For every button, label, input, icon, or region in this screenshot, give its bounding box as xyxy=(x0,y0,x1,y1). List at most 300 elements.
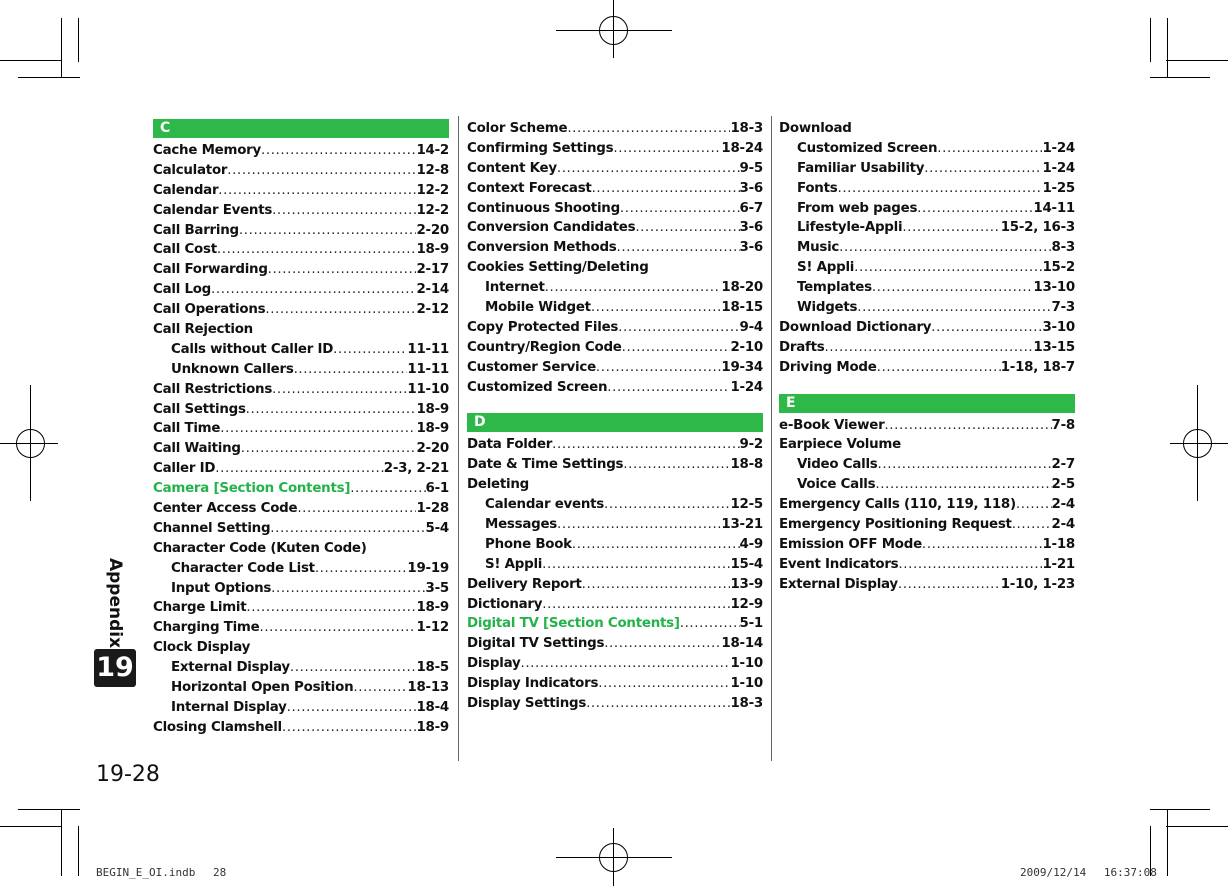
index-entry xyxy=(153,499,449,519)
entry-term: Drafts xyxy=(779,339,825,355)
entry-term: Fonts xyxy=(797,180,838,196)
index-entry xyxy=(467,455,763,475)
entry-term: Customized Screen xyxy=(467,379,608,395)
index-subentry xyxy=(779,179,1075,199)
entry-term: Driving Mode xyxy=(779,359,877,375)
entry-term: External Display xyxy=(171,660,290,676)
entry-page-ref: 18-9 xyxy=(416,421,449,437)
dot-leader xyxy=(618,318,739,338)
entry-term: Character Code (Kuten Code) xyxy=(153,540,367,556)
index-entry xyxy=(779,495,1075,515)
entry-page-ref: 1-10 xyxy=(730,676,763,692)
entry-page-ref: 1-12 xyxy=(416,620,449,636)
index-entry xyxy=(153,240,449,260)
entry-page-ref: 7-3 xyxy=(1051,300,1075,315)
index-entry xyxy=(467,358,763,378)
entry-term: Call Cost xyxy=(153,242,217,258)
index-entry xyxy=(779,535,1075,555)
entry-term: Familiar Usability xyxy=(797,160,925,176)
dot-leader xyxy=(898,555,1042,575)
entry-page-ref: 18-9 xyxy=(416,600,449,616)
entry-page-ref: 5-1 xyxy=(739,616,763,632)
crop-mark xyxy=(78,826,79,876)
entry-page-ref: 7-8 xyxy=(1051,417,1075,433)
entry-page-ref: 9-4 xyxy=(739,319,763,335)
index-entry xyxy=(153,380,449,400)
entry-term: Mobile Widget xyxy=(485,300,591,315)
dot-leader xyxy=(857,298,1051,318)
dot-leader xyxy=(246,400,417,420)
entry-term: Display Settings xyxy=(467,696,587,712)
entry-term: Emission OFF Mode xyxy=(779,536,922,552)
dot-leader xyxy=(591,298,722,318)
dot-leader xyxy=(898,575,1001,595)
footer-file: BEGIN_E_OI.indb 28 xyxy=(96,866,227,879)
dot-leader xyxy=(680,614,740,634)
entry-term: Widgets xyxy=(797,300,858,315)
dot-leader xyxy=(635,218,739,238)
entry-term: Display xyxy=(467,656,521,672)
index-link-entry[interactable] xyxy=(153,479,449,499)
dot-leader xyxy=(557,515,721,535)
registration-target xyxy=(1183,429,1212,458)
index-entry xyxy=(153,260,449,280)
entry-term: Camera [Section Contents] xyxy=(153,481,351,497)
dot-leader xyxy=(854,258,1042,278)
entry-page-ref: 2-20 xyxy=(416,441,449,457)
entry-term: Phone Book xyxy=(485,536,572,552)
entry-page-ref: 6-1 xyxy=(425,481,449,497)
index-entry xyxy=(153,201,449,221)
index-entry xyxy=(153,459,449,479)
index-subentry xyxy=(779,455,1075,475)
dot-leader xyxy=(872,278,1034,298)
index-entry xyxy=(153,300,449,320)
entry-page-ref: 2-14 xyxy=(416,282,449,298)
dot-leader xyxy=(272,201,416,221)
entry-page-ref: 11-11 xyxy=(407,361,449,377)
crop-mark xyxy=(1167,18,1168,77)
dot-leader xyxy=(315,559,408,579)
index-entry xyxy=(467,159,763,179)
dot-leader xyxy=(622,338,731,358)
entry-term: e-Book Viewer xyxy=(779,417,885,433)
entry-page-ref: 15-2 xyxy=(1042,260,1075,276)
index-subentry xyxy=(467,535,763,555)
index-entry xyxy=(467,475,763,495)
entry-page-ref: 19-34 xyxy=(721,359,763,375)
index-entry xyxy=(467,654,763,674)
entry-page-ref: 6-7 xyxy=(739,200,763,216)
index-subentry xyxy=(467,515,763,535)
entry-term: Music xyxy=(797,240,840,256)
index-entry xyxy=(467,318,763,338)
entry-term: Call Rejection xyxy=(153,322,253,337)
entry-term: Emergency Calls (110, 119, 118) xyxy=(779,497,1016,513)
dot-leader xyxy=(582,575,731,595)
index-entry xyxy=(153,400,449,420)
dot-leader xyxy=(259,618,416,638)
entry-page-ref: 11-11 xyxy=(407,341,449,357)
entry-page-ref: 3-10 xyxy=(1042,319,1075,335)
index-entry xyxy=(467,139,763,159)
index-subentry xyxy=(779,218,1075,238)
entry-term: Confirming Settings xyxy=(467,140,614,156)
index-entry xyxy=(467,338,763,358)
crop-mark xyxy=(78,18,79,62)
index-column-3 xyxy=(779,119,1075,595)
page-number: 19-28 xyxy=(96,762,160,787)
dot-leader xyxy=(290,658,417,678)
entry-page-ref: 2-20 xyxy=(416,222,449,238)
entry-term: Download xyxy=(779,120,852,136)
dot-leader xyxy=(246,598,416,618)
entry-page-ref: 12-5 xyxy=(730,497,763,513)
dot-leader xyxy=(271,579,425,599)
entry-page-ref: 12-2 xyxy=(416,202,449,218)
entry-term: Dictionary xyxy=(467,596,543,612)
index-subentry xyxy=(153,559,449,579)
dot-leader xyxy=(567,119,730,139)
entry-page-ref: 19-19 xyxy=(407,560,449,576)
index-entry xyxy=(467,179,763,199)
entry-page-ref: 18-9 xyxy=(416,242,449,258)
entry-page-ref: 9-5 xyxy=(739,160,763,176)
entry-page-ref: 13-15 xyxy=(1033,339,1075,355)
index-entry xyxy=(467,238,763,258)
dot-leader xyxy=(617,238,740,258)
index-entry xyxy=(153,618,449,638)
entry-term: Download Dictionary xyxy=(779,319,932,335)
entry-term: Calculator xyxy=(153,162,228,178)
index-entry xyxy=(467,199,763,219)
entry-term: Data Folder xyxy=(467,437,553,453)
entry-term: Call Log xyxy=(153,282,212,298)
index-entry xyxy=(153,439,449,459)
dot-leader xyxy=(922,535,1043,555)
index-subentry xyxy=(779,298,1075,318)
index-entry xyxy=(779,515,1075,535)
index-entry xyxy=(467,378,763,398)
index-entry xyxy=(153,598,449,618)
index-entry xyxy=(779,435,1075,455)
index-entry xyxy=(467,258,763,278)
index-entry xyxy=(467,119,763,139)
entry-term: Delivery Report xyxy=(467,576,582,592)
entry-term: Color Scheme xyxy=(467,120,568,136)
entry-page-ref: 18-9 xyxy=(416,719,449,735)
entry-page-ref: 15-2, 16-3 xyxy=(1000,220,1075,236)
appendix-label: Appendix xyxy=(105,557,125,649)
index-subentry xyxy=(779,238,1075,258)
crop-mark xyxy=(18,77,80,78)
dot-leader xyxy=(261,141,417,161)
entry-term: Call Restrictions xyxy=(153,381,273,397)
entry-page-ref: 3-6 xyxy=(739,180,763,196)
crop-mark xyxy=(0,60,62,61)
entry-page-ref: 14-2 xyxy=(416,142,449,158)
index-subentry xyxy=(153,360,449,380)
dot-leader xyxy=(937,139,1042,159)
entry-term: Internet xyxy=(485,280,545,296)
entry-page-ref: 15-4 xyxy=(730,556,763,572)
registration-target xyxy=(16,429,45,458)
index-entry xyxy=(153,320,449,340)
entry-term: Country/Region Code xyxy=(467,339,622,355)
dot-leader xyxy=(598,674,730,694)
entry-page-ref: 1-18 xyxy=(1042,536,1075,552)
entry-page-ref: 3-5 xyxy=(425,580,449,596)
entry-term: Customer Service xyxy=(467,359,596,375)
index-entry xyxy=(153,638,449,658)
dot-leader xyxy=(604,495,730,515)
index-subentry xyxy=(153,678,449,698)
index-entry xyxy=(467,435,763,455)
section-gap xyxy=(467,397,763,413)
index-subentry xyxy=(153,579,449,599)
entry-term: Input Options xyxy=(171,580,272,596)
entry-term: Channel Setting xyxy=(153,520,271,536)
crop-mark xyxy=(61,18,62,77)
index-subentry xyxy=(779,139,1075,159)
entry-term: Digital TV [Section Contents] xyxy=(467,616,680,632)
entry-page-ref: 1-10 xyxy=(730,656,763,672)
index-entry xyxy=(779,318,1075,338)
crop-mark xyxy=(18,809,80,810)
entry-term: Clock Display xyxy=(153,640,251,656)
dot-leader xyxy=(607,378,730,398)
entry-page-ref: 18-14 xyxy=(721,636,763,652)
entry-page-ref: 18-3 xyxy=(730,696,763,712)
entry-term: S! Appli xyxy=(485,556,543,572)
entry-page-ref: 12-2 xyxy=(416,182,449,198)
entry-term: Calendar events xyxy=(485,497,605,513)
entry-page-ref: 18-5 xyxy=(416,660,449,676)
column-divider xyxy=(458,116,459,761)
entry-term: Continuous Shooting xyxy=(467,200,620,216)
entry-page-ref: 13-10 xyxy=(1033,280,1075,296)
dot-leader xyxy=(824,338,1033,358)
index-entry xyxy=(779,119,1075,139)
dot-leader xyxy=(572,535,740,555)
index-entry xyxy=(779,338,1075,358)
dot-leader xyxy=(268,260,417,280)
entry-term: Digital TV Settings xyxy=(467,636,605,652)
dot-leader xyxy=(287,698,417,718)
entry-term: S! Appli xyxy=(797,260,855,276)
index-subentry xyxy=(779,199,1075,219)
entry-page-ref: 2-4 xyxy=(1051,497,1075,513)
entry-term: Call Forwarding xyxy=(153,262,268,278)
entry-page-ref: 8-3 xyxy=(1051,240,1075,256)
crop-mark xyxy=(1150,77,1210,78)
entry-term: Event Indicators xyxy=(779,556,899,572)
index-subentry xyxy=(467,278,763,298)
index-subentry xyxy=(467,298,763,318)
column-divider xyxy=(771,116,772,761)
entry-page-ref: 2-3, 2-21 xyxy=(383,461,449,477)
dot-leader xyxy=(839,238,1051,258)
dot-leader xyxy=(592,179,740,199)
entry-page-ref: 13-9 xyxy=(730,576,763,592)
dot-leader xyxy=(837,179,1042,199)
entry-page-ref: 1-24 xyxy=(730,379,763,395)
index-entry xyxy=(467,694,763,714)
dot-leader xyxy=(239,221,417,241)
index-entry xyxy=(153,141,449,161)
dot-leader xyxy=(282,718,417,738)
dot-leader xyxy=(552,435,739,455)
crop-mark xyxy=(0,826,62,827)
crop-mark xyxy=(61,810,62,876)
entry-term: Video Calls xyxy=(797,457,878,473)
entry-page-ref: 1-28 xyxy=(416,501,449,517)
index-subentry xyxy=(153,340,449,360)
entry-term: Deleting xyxy=(467,477,529,493)
index-entry xyxy=(153,419,449,439)
section-header: C xyxy=(153,119,449,138)
entry-page-ref: 18-15 xyxy=(721,300,763,315)
entry-page-ref: 2-10 xyxy=(730,339,763,355)
crop-mark xyxy=(1166,60,1228,61)
entry-term: External Display xyxy=(779,576,898,592)
crop-mark xyxy=(1150,809,1210,810)
dot-leader xyxy=(542,555,730,575)
index-entry xyxy=(779,555,1075,575)
dot-leader xyxy=(931,318,1042,338)
section-header: D xyxy=(467,413,763,432)
entry-term: Earpiece Volume xyxy=(779,437,901,453)
dot-leader xyxy=(586,694,730,714)
entry-term: Date & Time Settings xyxy=(467,457,624,473)
dot-leader xyxy=(596,358,722,378)
index-entry xyxy=(153,539,449,559)
entry-term: Content Key xyxy=(467,160,557,176)
entry-page-ref: 2-5 xyxy=(1051,477,1075,493)
entry-term: Internal Display xyxy=(171,699,287,715)
entry-page-ref: 18-24 xyxy=(721,140,763,156)
entry-term: Calls without Caller ID xyxy=(171,341,334,357)
dot-leader xyxy=(215,459,384,479)
index-entry xyxy=(467,575,763,595)
entry-term: Cache Memory xyxy=(153,142,261,158)
dot-leader xyxy=(877,358,1001,378)
entry-term: Closing Clamshell xyxy=(153,719,282,735)
entry-term: Call Barring xyxy=(153,222,239,238)
dot-leader xyxy=(333,340,407,360)
dot-leader xyxy=(350,479,425,499)
dot-leader xyxy=(1016,495,1052,515)
entry-page-ref: 12-8 xyxy=(416,162,449,178)
crop-mark xyxy=(1166,826,1228,827)
index-subentry xyxy=(467,555,763,575)
index-entry xyxy=(779,416,1075,436)
dot-leader xyxy=(520,654,730,674)
entry-page-ref: 2-12 xyxy=(416,302,449,318)
entry-page-ref: 11-10 xyxy=(407,381,449,397)
index-link-entry[interactable] xyxy=(467,614,763,634)
entry-term: Emergency Positioning Request xyxy=(779,517,1012,533)
entry-page-ref: 2-4 xyxy=(1051,517,1075,533)
entry-term: Charge Limit xyxy=(153,600,247,616)
entry-page-ref: 4-9 xyxy=(739,536,763,552)
entry-page-ref: 12-9 xyxy=(730,596,763,612)
dot-leader xyxy=(265,300,416,320)
entry-page-ref: 1-21 xyxy=(1042,556,1075,572)
dot-leader xyxy=(1012,515,1052,535)
entry-page-ref: 9-2 xyxy=(739,437,763,453)
entry-page-ref: 13-21 xyxy=(721,517,763,533)
dot-leader xyxy=(604,634,721,654)
index-column-1 xyxy=(153,119,449,738)
dot-leader xyxy=(294,360,408,380)
entry-page-ref: 18-4 xyxy=(416,699,449,715)
dot-leader xyxy=(557,159,740,179)
entry-term: Display Indicators xyxy=(467,676,599,692)
entry-term: Unknown Callers xyxy=(171,361,294,377)
index-entry xyxy=(153,181,449,201)
entry-term: Horizontal Open Position xyxy=(171,680,354,696)
entry-term: Center Access Code xyxy=(153,501,298,517)
dot-leader xyxy=(545,278,722,298)
entry-page-ref: 5-4 xyxy=(425,520,449,536)
dot-leader xyxy=(917,199,1033,219)
entry-page-ref: 1-25 xyxy=(1042,180,1075,196)
dot-leader xyxy=(878,455,1052,475)
dot-leader xyxy=(220,419,416,439)
entry-term: Calendar xyxy=(153,182,219,198)
entry-page-ref: 1-24 xyxy=(1042,140,1075,156)
entry-term: Messages xyxy=(485,517,558,533)
entry-term: Charging Time xyxy=(153,620,260,636)
entry-page-ref: 1-18, 18-7 xyxy=(1000,359,1075,375)
crop-mark xyxy=(1167,810,1168,876)
index-entry xyxy=(467,218,763,238)
dot-leader xyxy=(272,380,407,400)
section-header: E xyxy=(779,394,1075,413)
entry-term: Copy Protected Files xyxy=(467,319,619,335)
entry-term: Call Waiting xyxy=(153,441,241,457)
section-gap xyxy=(779,378,1075,394)
dot-leader xyxy=(227,161,416,181)
entry-page-ref: 18-8 xyxy=(730,457,763,473)
entry-page-ref: 1-10, 1-23 xyxy=(1000,576,1075,592)
entry-page-ref: 18-13 xyxy=(407,680,449,696)
entry-term: Call Settings xyxy=(153,401,246,417)
entry-page-ref: 2-7 xyxy=(1051,457,1075,473)
footer-timestamp: 2009/12/14 16:37:08 xyxy=(1020,866,1157,879)
dot-leader xyxy=(884,416,1051,436)
dot-leader xyxy=(241,439,417,459)
dot-leader xyxy=(613,139,721,159)
index-entry xyxy=(153,280,449,300)
index-entry xyxy=(779,358,1075,378)
entry-term: Templates xyxy=(797,280,872,296)
entry-page-ref: 18-3 xyxy=(730,120,763,136)
entry-term: Character Code List xyxy=(171,560,315,576)
entry-term: Calendar Events xyxy=(153,202,273,218)
entry-term: From web pages xyxy=(797,200,918,216)
dot-leader xyxy=(211,280,416,300)
entry-page-ref: 18-9 xyxy=(416,401,449,417)
entry-term: Call Time xyxy=(153,421,221,437)
index-entry xyxy=(153,221,449,241)
index-entry xyxy=(779,575,1075,595)
index-entry xyxy=(467,674,763,694)
appendix-side-label xyxy=(104,557,126,649)
dot-leader xyxy=(217,240,417,260)
index-subentry xyxy=(779,159,1075,179)
